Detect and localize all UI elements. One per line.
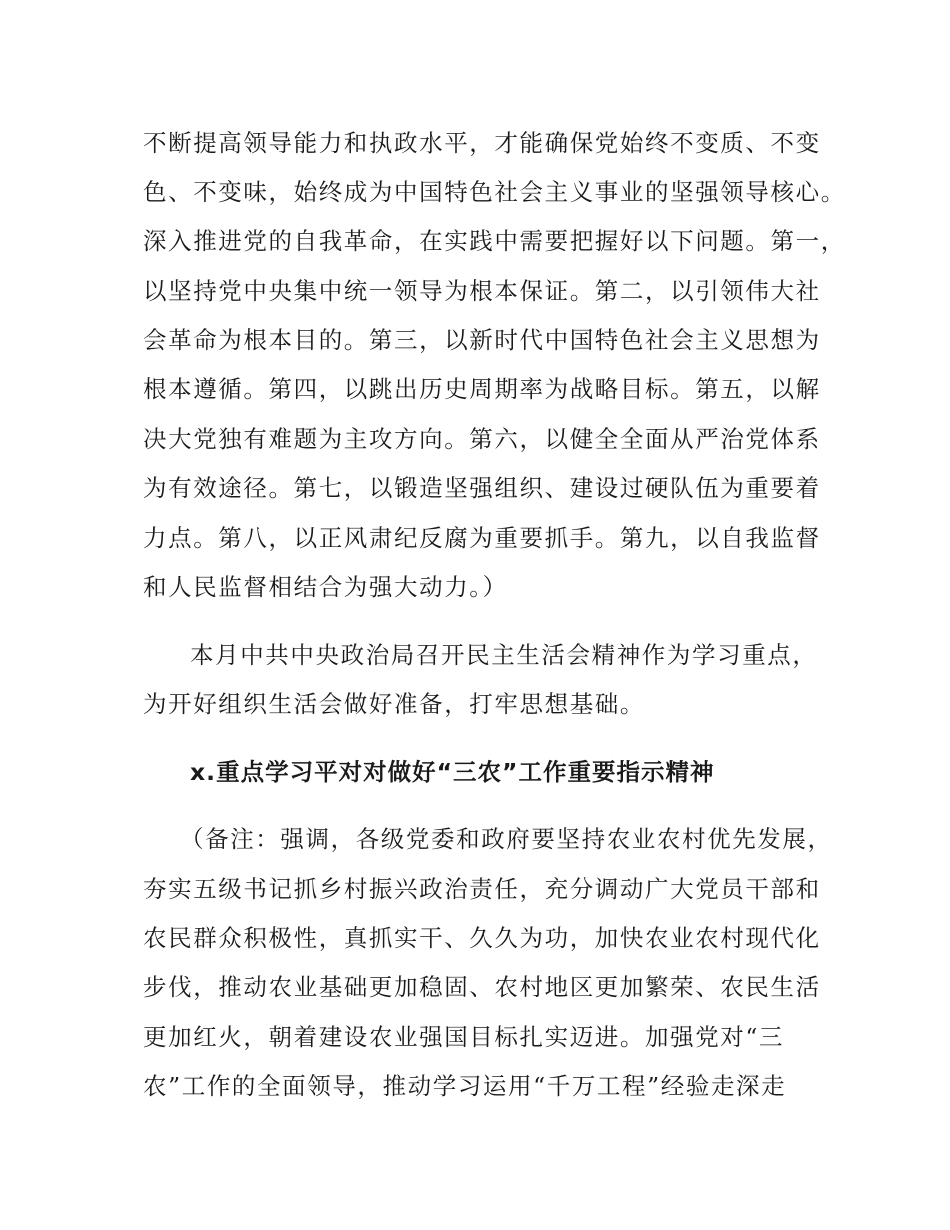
paragraph-3-line-3: 农民群众积极性，真抓实干、久久为功，加快农业农村现代化 xyxy=(143,924,821,952)
paragraph-1-line-9: 力点。第八，以正风肃纪反腐为重要抓手。第九，以自我监督 xyxy=(143,524,821,552)
paragraph-3-line-2: 夯实五级书记抓乡村振兴政治责任，充分调动广大党员干部和 xyxy=(143,875,821,903)
paragraph-1-line-6: 根本遵循。第四，以跳出历史周期率为战略目标。第五，以解 xyxy=(143,375,821,403)
paragraph-1-line-1: 不断提高领导能力和执政水平，才能确保党始终不变质、不变 xyxy=(143,129,821,157)
paragraph-1-line-4: 以坚持党中央集中统一领导为根本保证。第二，以引领伟大社 xyxy=(143,277,821,305)
paragraph-1-line-10: 和人民监督相结合为强大动力。） xyxy=(143,573,508,601)
paragraph-2-line-1: 本月中共中央政治局召开民主生活会精神作为学习重点， xyxy=(190,641,818,669)
paragraph-2-line-2: 为开好组织生活会做好准备，打牢思想基础。 xyxy=(143,690,645,718)
paragraph-3-line-6: 农”工作的全面领导，推动学习运用“千万工程”经验走深走 xyxy=(143,1072,787,1100)
paragraph-3-line-4: 步伐，推动农业基础更加稳固、农村地区更加繁荣、农民生活 xyxy=(143,973,821,1001)
paragraph-1-line-5: 会革命为根本目的。第三，以新时代中国特色社会主义思想为 xyxy=(143,326,821,354)
section-heading: x.重点学习平对对做好“三农”工作重要指示精神 xyxy=(190,758,715,786)
paragraph-1-line-3: 深入推进党的自我革命，在实践中需要把握好以下问题。第一， xyxy=(143,227,846,255)
paragraph-1-line-2: 色、不变味，始终成为中国特色社会主义事业的坚强领导核心。 xyxy=(143,178,846,206)
paragraph-3-line-5: 更加红火，朝着建设农业强国目标扎实迈进。加强党对“三 xyxy=(143,1023,785,1051)
paragraph-1-line-7: 决大党独有难题为主攻方向。第六，以健全全面从严治党体系 xyxy=(143,425,821,453)
paragraph-1-line-8: 为有效途径。第七，以锻造坚强组织、建设过硬队伍为重要着 xyxy=(143,474,821,502)
paragraph-3-line-1: （备注：强调，各级党委和政府要坚持农业农村优先发展， xyxy=(180,825,833,853)
